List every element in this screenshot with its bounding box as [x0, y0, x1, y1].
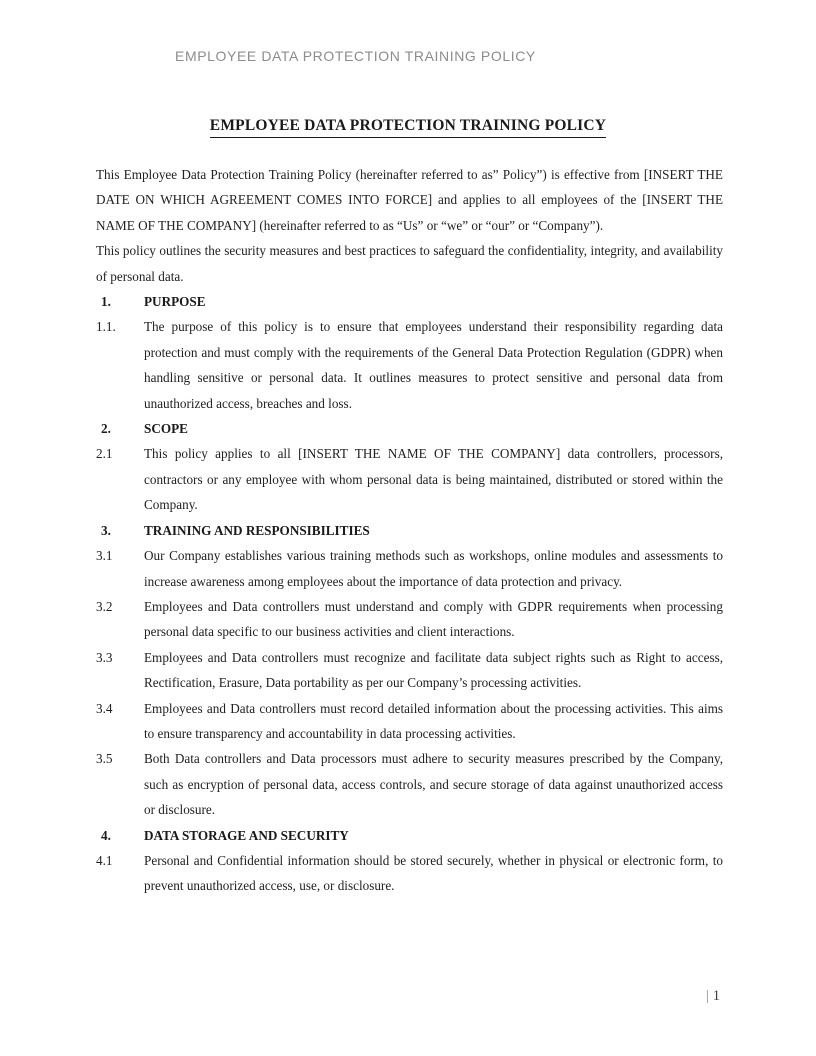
section-title: PURPOSE: [144, 294, 206, 310]
section-heading-training-responsibilities: [96, 518, 723, 543]
policy-clause: [96, 746, 723, 822]
clause-number: 1.1.: [96, 319, 116, 335]
policy-clause: [96, 594, 723, 645]
policy-clause: [96, 848, 723, 899]
policy-clause: [96, 543, 723, 594]
clause-text: Employees and Data controllers must understand and comply with GDPR requirements when processing personal data specific to our business activities and client interactions.: [144, 598, 723, 640]
clause-text: Both Data controllers and Data processors must adhere to security measures prescribed by the Company, such as encryption of personal data, access controls, and secure storage of data against unauthorized access or disclosure.: [144, 751, 723, 818]
clause-number: 3.5: [96, 751, 113, 767]
section-number: 1.: [101, 294, 111, 310]
policy-clause: [96, 314, 723, 416]
clause-number: 4.1: [96, 852, 113, 868]
section-title: DATA STORAGE AND SECURITY: [144, 827, 349, 843]
page-number: 1: [712, 988, 720, 1004]
section-heading-data-storage-security: [96, 823, 723, 848]
clause-text: This policy applies to all [INSERT THE NAME OF THE COMPANY] data controllers, processors, contractors or any employee with whom personal data is being maintained, distributed or stored within the Company.: [144, 446, 723, 513]
clause-number: 2.1: [96, 446, 113, 462]
clause-text: The purpose of this policy is to ensure that employees understand their responsibility regarding data protection and must comply with the requirements of the General Data Protection Regulation (GDPR) when handling sensitive or personal data. It outlines measures to protect sensitive and personal data from unauthorized access, breaches and loss.: [144, 319, 723, 411]
section-number: 2.: [101, 421, 111, 437]
section-number: 4.: [101, 827, 111, 843]
clause-text: Personal and Confidential information should be stored securely, whether in physical or electronic form, to prevent unauthorized access, use, or disclosure.: [144, 852, 723, 894]
doc-title: EMPLOYEE DATA PROTECTION TRAINING POLICY: [210, 117, 606, 138]
clause-number: 3.3: [96, 649, 113, 665]
policy-clause: [96, 645, 723, 696]
policy-clause: [96, 441, 723, 517]
clause-text: Our Company establishes various training methods such as workshops, online modules and assessments to increase awareness among employees about the importance of data protection and privacy.: [144, 548, 723, 589]
section-title: SCOPE: [144, 421, 188, 437]
policy-clause: [96, 696, 723, 747]
doc-title-container: [0, 117, 816, 138]
intro-paragraph: This Employee Data Protection Training Policy (hereinafter referred to as” Policy”) is effective from [INSERT THE DATE ON WHICH AGREEMENT COMES INTO FORCE] and applies to all employees of the [INSERT THE NAME OF THE COMPANY] (hereinafter referred to as “Us” or “we” or “our” or “Company”).: [96, 167, 723, 233]
section-title: TRAINING AND RESPONSIBILITIES: [144, 522, 370, 538]
clause-number: 3.2: [96, 598, 113, 614]
clause-text: Employees and Data controllers must record detailed information about the processing activities. This aims to ensure transparency and accountability in data processing activities.: [144, 700, 723, 741]
clause-number: 3.1: [96, 548, 113, 564]
intro-paragraph: This policy outlines the security measures and best practices to safeguard the confidentiality, integrity, and availability of personal data.: [96, 243, 723, 284]
clause-number: 3.4: [96, 700, 113, 716]
clause-text: Employees and Data controllers must recognize and facilitate data subject rights such as Right to access, Rectification, Erasure, Data portability as per our Company’s processing activities.: [144, 649, 723, 691]
footer-separator: |: [705, 988, 709, 1004]
document-body: [96, 162, 723, 899]
section-heading-purpose: [96, 289, 723, 314]
section-number: 3.: [101, 522, 111, 538]
running-header: EMPLOYEE DATA PROTECTION TRAINING POLICY: [175, 48, 536, 64]
section-heading-scope: [96, 416, 723, 441]
page-footer: [706, 988, 720, 1005]
